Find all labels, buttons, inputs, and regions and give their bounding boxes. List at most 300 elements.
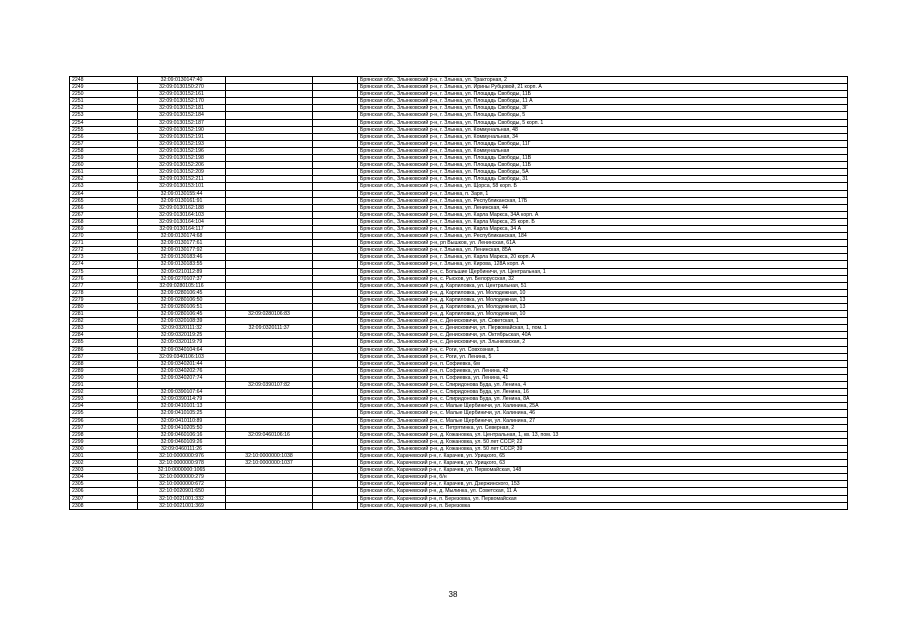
table-row xyxy=(70,254,848,261)
cadastral-number-cell: 32:09:0320108:39 xyxy=(138,318,226,325)
parent-cadastral-number-cell: 32:10:0000000:1037 xyxy=(226,460,313,467)
row-number-cell: 2252 xyxy=(70,105,138,112)
table-row xyxy=(70,431,848,438)
table-row xyxy=(70,382,848,389)
table-row xyxy=(70,233,848,240)
row-number-cell: 2251 xyxy=(70,98,138,105)
blank-cell-cell xyxy=(313,474,358,481)
address-cell: Брянская обл., Карачевский р-н, п. Березовка xyxy=(358,502,848,509)
address-cell: Брянская обл., Злынковский р-н, д. Кожановка, ул. Центральная, 1, кв. 13, пом. 13 xyxy=(358,431,848,438)
address-cell: Брянская обл., Злынковский р-н, с. Малые Щербиничи, ул. Калинина, 27 xyxy=(358,417,848,424)
table-row xyxy=(70,445,848,452)
parent-cadastral-number-cell xyxy=(226,318,313,325)
row-number-cell: 2266 xyxy=(70,204,138,211)
parent-cadastral-number-cell xyxy=(226,410,313,417)
address-cell: Брянская обл., Злынковский р-н, г. Злынка, ул. Площадь Свободы, 11Г xyxy=(358,140,848,147)
table-row xyxy=(70,169,848,176)
blank-cell-cell xyxy=(313,389,358,396)
row-number-cell: 2269 xyxy=(70,225,138,232)
parent-cadastral-number-cell xyxy=(226,218,313,225)
cadastral-number-cell: 32:09:0130152:193 xyxy=(138,140,226,147)
blank-cell-cell xyxy=(313,261,358,268)
parent-cadastral-number-cell xyxy=(226,332,313,339)
parent-cadastral-number-cell xyxy=(226,84,313,91)
table-row xyxy=(70,268,848,275)
address-cell: Брянская обл., Злынковский р-н, с. Роги, ул. Ленина, 5 xyxy=(358,353,848,360)
address-cell: Брянская обл., Злынковский р-н, г. Злынка, ул. Коммунальная, 34 xyxy=(358,133,848,140)
row-number-cell: 2270 xyxy=(70,233,138,240)
cadastral-number-cell: 32:09:0130152:196 xyxy=(138,147,226,154)
row-number-cell: 2307 xyxy=(70,495,138,502)
blank-cell-cell xyxy=(313,481,358,488)
blank-cell-cell xyxy=(313,353,358,360)
table-row xyxy=(70,197,848,204)
parent-cadastral-number-cell xyxy=(226,105,313,112)
address-cell: Брянская обл., Злынковский р-н, г. Злынка, ул. Коммунальная, 48 xyxy=(358,126,848,133)
blank-cell-cell xyxy=(313,460,358,467)
blank-cell-cell xyxy=(313,183,358,190)
blank-cell-cell xyxy=(313,339,358,346)
row-number-cell: 2249 xyxy=(70,84,138,91)
cadastral-number-cell: 32:09:0410101:13 xyxy=(138,403,226,410)
parent-cadastral-number-cell xyxy=(226,119,313,126)
parent-cadastral-number-cell xyxy=(226,204,313,211)
blank-cell-cell xyxy=(313,318,358,325)
blank-cell-cell xyxy=(313,169,358,176)
parent-cadastral-number-cell: 32:09:0460106:16 xyxy=(226,431,313,438)
blank-cell-cell xyxy=(313,133,358,140)
blank-cell-cell xyxy=(313,190,358,197)
parent-cadastral-number-cell xyxy=(226,275,313,282)
parent-cadastral-number-cell xyxy=(226,91,313,98)
cadastral-number-cell: 32:10:0000000:976 xyxy=(138,452,226,459)
table-row xyxy=(70,155,848,162)
address-cell: Брянская обл., Злынковский р-н, п. Софиевка, ул. Ленина, 42 xyxy=(358,367,848,374)
row-number-cell: 2300 xyxy=(70,445,138,452)
row-number-cell: 2286 xyxy=(70,346,138,353)
table-row xyxy=(70,367,848,374)
table-row xyxy=(70,417,848,424)
blank-cell-cell xyxy=(313,367,358,374)
cadastral-number-cell: 32:09:0130177:92 xyxy=(138,247,226,254)
table-row xyxy=(70,304,848,311)
row-number-cell: 2256 xyxy=(70,133,138,140)
row-number-cell: 2304 xyxy=(70,474,138,481)
blank-cell-cell xyxy=(313,282,358,289)
row-number-cell: 2281 xyxy=(70,311,138,318)
cadastral-number-cell: 32:09:0410205:50 xyxy=(138,424,226,431)
parent-cadastral-number-cell: 32:09:0390107:82 xyxy=(226,382,313,389)
address-cell: Брянская обл., Злынковский р-н, с. Большие Щербиничи, ул. Центральная, 1 xyxy=(358,268,848,275)
table-row xyxy=(70,225,848,232)
address-cell: Брянская обл., Злынковский р-н, г. Злынка, ул. Площадь Свободы, 11Б xyxy=(358,91,848,98)
cadastral-number-cell: 32:09:0280106:50 xyxy=(138,296,226,303)
table-row xyxy=(70,105,848,112)
cadastral-number-cell: 32:09:0340207:74 xyxy=(138,374,226,381)
address-cell: Брянская обл., Злынковский р-н, с. Денисковичи, ул. Советская, 1 xyxy=(358,318,848,325)
blank-cell-cell xyxy=(313,218,358,225)
address-cell: Брянская обл., Злынковский р-н, п. Софиевка, ул. Ленина, 41 xyxy=(358,374,848,381)
row-number-cell: 2274 xyxy=(70,261,138,268)
cadastral-number-cell: 32:09:0130152:211 xyxy=(138,176,226,183)
row-number-cell: 2259 xyxy=(70,155,138,162)
cadastral-number-cell: 32:09:0130152:206 xyxy=(138,162,226,169)
table-row xyxy=(70,474,848,481)
table-row xyxy=(70,311,848,318)
cadastral-number-cell: 32:09:0340106:103 xyxy=(138,353,226,360)
blank-cell-cell xyxy=(313,296,358,303)
address-cell: Брянская обл., Злынковский р-н, рп Вышков, ул. Ленинская, 61А xyxy=(358,240,848,247)
row-number-cell: 2253 xyxy=(70,112,138,119)
row-number-cell: 2282 xyxy=(70,318,138,325)
cadastral-number-cell: 32:10:0000000:978 xyxy=(138,460,226,467)
row-number-cell: 2254 xyxy=(70,119,138,126)
table-row xyxy=(70,77,848,84)
blank-cell-cell xyxy=(313,225,358,232)
table-row xyxy=(70,140,848,147)
cadastral-number-cell: 32:09:0280106:45 xyxy=(138,289,226,296)
address-cell: Брянская обл., Злынковский р-н, г. Злынка, ул. Карла Маркса, 25 корп. Б xyxy=(358,218,848,225)
blank-cell-cell xyxy=(313,119,358,126)
cadastral-number-cell: 32:09:0210112:89 xyxy=(138,268,226,275)
parent-cadastral-number-cell xyxy=(226,374,313,381)
cadastral-number-cell: 32:09:0130162:188 xyxy=(138,204,226,211)
row-number-cell: 2299 xyxy=(70,438,138,445)
row-number-cell: 2257 xyxy=(70,140,138,147)
parent-cadastral-number-cell xyxy=(226,417,313,424)
row-number-cell: 2291 xyxy=(70,382,138,389)
parent-cadastral-number-cell: 32:09:0320111:37 xyxy=(226,325,313,332)
table-row xyxy=(70,211,848,218)
cadastral-number-cell: 32:09:0130152:181 xyxy=(138,105,226,112)
blank-cell-cell xyxy=(313,495,358,502)
parent-cadastral-number-cell xyxy=(226,183,313,190)
row-number-cell: 2288 xyxy=(70,360,138,367)
blank-cell-cell xyxy=(313,233,358,240)
blank-cell-cell xyxy=(313,431,358,438)
address-cell: Брянская обл., Злынковский р-н, д. Карпиловка, ул. Центральная, 51 xyxy=(358,282,848,289)
blank-cell-cell xyxy=(313,289,358,296)
parent-cadastral-number-cell xyxy=(226,211,313,218)
cadastral-number-cell: 32:09:0130152:161 xyxy=(138,91,226,98)
address-cell: Брянская обл., Злынковский р-н, г. Злынка, ул. Щорса, 58 корп. Б xyxy=(358,183,848,190)
parent-cadastral-number-cell xyxy=(226,481,313,488)
table-row xyxy=(70,162,848,169)
blank-cell-cell xyxy=(313,424,358,431)
data-table xyxy=(69,76,848,510)
address-cell: Брянская обл., Злынковский р-н, г. Злынка, ул. Площадь Свободы, 31 xyxy=(358,176,848,183)
cadastral-number-cell: 32:09:0130152:190 xyxy=(138,126,226,133)
blank-cell-cell xyxy=(313,91,358,98)
cadastral-number-cell: 32:10:0000000:279 xyxy=(138,474,226,481)
cadastral-number-cell: 32:09:0130155:44 xyxy=(138,190,226,197)
blank-cell-cell xyxy=(313,126,358,133)
address-cell: Брянская обл., Злынковский р-н, д. Карпиловка, ул. Молодежная, 13 xyxy=(358,304,848,311)
address-cell: Брянская обл., Злынковский р-н, г. Злынка, ул. Площадь Свободы, 5А xyxy=(358,169,848,176)
row-number-cell: 2273 xyxy=(70,254,138,261)
parent-cadastral-number-cell xyxy=(226,445,313,452)
row-number-cell: 2248 xyxy=(70,77,138,84)
row-number-cell: 2302 xyxy=(70,460,138,467)
cadastral-number-cell: 32:09:0340201:44 xyxy=(138,360,226,367)
table-row xyxy=(70,190,848,197)
row-number-cell: 2276 xyxy=(70,275,138,282)
parent-cadastral-number-cell xyxy=(226,240,313,247)
blank-cell-cell xyxy=(313,346,358,353)
parent-cadastral-number-cell xyxy=(226,254,313,261)
blank-cell-cell xyxy=(313,325,358,332)
blank-cell-cell xyxy=(313,176,358,183)
blank-cell-cell xyxy=(313,112,358,119)
cadastral-number-cell: 32:09:0130150:270 xyxy=(138,84,226,91)
row-number-cell: 2271 xyxy=(70,240,138,247)
table-row xyxy=(70,502,848,509)
row-number-cell: 2283 xyxy=(70,325,138,332)
table-row xyxy=(70,346,848,353)
parent-cadastral-number-cell xyxy=(226,389,313,396)
cadastral-number-cell: 32:10:0000000:1065 xyxy=(138,467,226,474)
parent-cadastral-number-cell xyxy=(226,247,313,254)
address-cell: Брянская обл., Карачевский р-н, г. Карачев, ул. Урицкого, 63 xyxy=(358,460,848,467)
cadastral-number-cell: 32:09:0410110:89 xyxy=(138,417,226,424)
address-cell: Брянская обл., Злынковский р-н, г. Злынка, ул. Карла Маркса, 20 корп. А xyxy=(358,254,848,261)
cadastral-number-cell: 32:09:0280106:51 xyxy=(138,304,226,311)
parent-cadastral-number-cell xyxy=(226,304,313,311)
row-number-cell: 2293 xyxy=(70,396,138,403)
row-number-cell: 2306 xyxy=(70,488,138,495)
row-number-cell: 2298 xyxy=(70,431,138,438)
address-cell: Брянская обл., Злынковский р-н, д. Кожановка, ул. 50 лет СССР, 22 xyxy=(358,438,848,445)
table-row xyxy=(70,318,848,325)
table-row xyxy=(70,289,848,296)
row-number-cell: 2258 xyxy=(70,147,138,154)
cadastral-number-cell: 32:09:0390107:64 xyxy=(138,389,226,396)
row-number-cell: 2264 xyxy=(70,190,138,197)
parent-cadastral-number-cell xyxy=(226,169,313,176)
blank-cell-cell xyxy=(313,84,358,91)
row-number-cell: 2296 xyxy=(70,417,138,424)
address-cell: Брянская обл., Злынковский р-н, п. Софиевка, 6м xyxy=(358,360,848,367)
address-cell: Брянская обл., Злынковский р-н, г. Злынка, ул. Республиканская, 184 xyxy=(358,233,848,240)
cadastral-number-cell: 32:09:0130183:55 xyxy=(138,261,226,268)
parent-cadastral-number-cell xyxy=(226,495,313,502)
parent-cadastral-number-cell xyxy=(226,190,313,197)
row-number-cell: 2268 xyxy=(70,218,138,225)
parent-cadastral-number-cell xyxy=(226,353,313,360)
parent-cadastral-number-cell xyxy=(226,197,313,204)
address-cell: Брянская обл., Карачевский р-н, д. Мылинка, ул. Советская, 11 А xyxy=(358,488,848,495)
cadastral-number-cell: 32:09:0320119:79 xyxy=(138,339,226,346)
blank-cell-cell xyxy=(313,374,358,381)
parent-cadastral-number-cell xyxy=(226,467,313,474)
cadastral-number-cell: 32:09:0280106:45 xyxy=(138,311,226,318)
address-cell: Брянская обл., Злынковский р-н, с. Рысков, ул. Белорусская, 32 xyxy=(358,275,848,282)
parent-cadastral-number-cell xyxy=(226,488,313,495)
table-row xyxy=(70,183,848,190)
cadastral-number-cell: 32:09:0340202:76 xyxy=(138,367,226,374)
table-row xyxy=(70,460,848,467)
cadastral-number-cell: 32:09:0410105:25 xyxy=(138,410,226,417)
blank-cell-cell xyxy=(313,140,358,147)
address-cell: Брянская обл., Злынковский р-н, г. Злынка, ул. Площадь Свободы, 5 xyxy=(358,112,848,119)
cadastral-number-cell: 32:09:0460111:26 xyxy=(138,445,226,452)
table-row xyxy=(70,98,848,105)
table-row xyxy=(70,374,848,381)
parent-cadastral-number-cell: 32:09:0280106:83 xyxy=(226,311,313,318)
cadastral-number-cell: 32:10:0020901:650 xyxy=(138,488,226,495)
parent-cadastral-number-cell xyxy=(226,233,313,240)
row-number-cell: 2263 xyxy=(70,183,138,190)
table-row xyxy=(70,112,848,119)
blank-cell-cell xyxy=(313,382,358,389)
table-row xyxy=(70,176,848,183)
row-number-cell: 2289 xyxy=(70,367,138,374)
table-row xyxy=(70,452,848,459)
cadastral-number-cell: 32:09:0130183:46 xyxy=(138,254,226,261)
table-row xyxy=(70,360,848,367)
cadastral-number-cell: 32:09:0390114:79 xyxy=(138,396,226,403)
cadastral-number-cell: 32:09:0130152:187 xyxy=(138,119,226,126)
row-number-cell: 2277 xyxy=(70,282,138,289)
parent-cadastral-number-cell xyxy=(226,289,313,296)
blank-cell-cell xyxy=(313,410,358,417)
address-cell: Брянская обл., Злынковский р-н, с. Спиридонова Буда, ул. Ленина, 16 xyxy=(358,389,848,396)
row-number-cell: 2255 xyxy=(70,126,138,133)
cadastral-number-cell: 32:09:0130152:198 xyxy=(138,155,226,162)
address-cell: Брянская обл., Злынковский р-н, д. Карпиловка, ул. Молодежная, 10 xyxy=(358,289,848,296)
address-cell: Брянская обл., Злынковский р-н, д. Карпиловка, ул. Молодежная, 13 xyxy=(358,296,848,303)
blank-cell-cell xyxy=(313,268,358,275)
parent-cadastral-number-cell xyxy=(226,77,313,84)
address-cell: Брянская обл., Злынковский р-н, с. Денисковичи, ул. Октябрьская, 40А xyxy=(358,332,848,339)
table-row xyxy=(70,282,848,289)
row-number-cell: 2265 xyxy=(70,197,138,204)
address-cell: Брянская обл., Злынковский р-н, г. Злынка, ул. Карла Маркса, 34А корп. А xyxy=(358,211,848,218)
row-number-cell: 2308 xyxy=(70,502,138,509)
address-cell: Брянская обл., Злынковский р-н, с. Петрятинка, ул. Северная, 2 xyxy=(358,424,848,431)
blank-cell-cell xyxy=(313,98,358,105)
row-number-cell: 2303 xyxy=(70,467,138,474)
address-cell: Брянская обл., Злынковский р-н, с. Малые Щербиничи, ул. Калинина, 25А xyxy=(358,403,848,410)
blank-cell-cell xyxy=(313,204,358,211)
table-row xyxy=(70,275,848,282)
parent-cadastral-number-cell xyxy=(226,155,313,162)
cadastral-number-cell: 32:09:0460106:16 xyxy=(138,431,226,438)
table-row xyxy=(70,410,848,417)
blank-cell-cell xyxy=(313,275,358,282)
blank-cell-cell xyxy=(313,147,358,154)
cadastral-number-cell: 32:09:0130161:91 xyxy=(138,197,226,204)
parent-cadastral-number-cell xyxy=(226,438,313,445)
parent-cadastral-number-cell xyxy=(226,502,313,509)
blank-cell-cell xyxy=(313,452,358,459)
cadastral-number-cell: 32:09:0130177:61 xyxy=(138,240,226,247)
blank-cell-cell xyxy=(313,304,358,311)
blank-cell-cell xyxy=(313,417,358,424)
cadastral-number-cell: 32:10:0021001:332 xyxy=(138,495,226,502)
table-row xyxy=(70,261,848,268)
address-cell: Брянская обл., Карачевский р-н, п. Березовка, ул. Первомайская xyxy=(358,495,848,502)
cadastral-number-cell: 32:09:0320119:25 xyxy=(138,332,226,339)
table-row xyxy=(70,218,848,225)
cadastral-number-cell: 32:09:0340104:64 xyxy=(138,346,226,353)
blank-cell-cell xyxy=(313,445,358,452)
blank-cell-cell xyxy=(313,211,358,218)
cadastral-number-cell: 32:09:0280105:116 xyxy=(138,282,226,289)
row-number-cell: 2290 xyxy=(70,374,138,381)
cadastral-number-cell: 32:09:0130152:170 xyxy=(138,98,226,105)
parent-cadastral-number-cell xyxy=(226,112,313,119)
table-row xyxy=(70,119,848,126)
table-row xyxy=(70,84,848,91)
cadastral-number-cell xyxy=(138,382,226,389)
parent-cadastral-number-cell xyxy=(226,176,313,183)
table-row xyxy=(70,204,848,211)
blank-cell-cell xyxy=(313,332,358,339)
parent-cadastral-number-cell xyxy=(226,225,313,232)
blank-cell-cell xyxy=(313,360,358,367)
address-cell: Брянская обл., Злынковский р-н, г. Злынка, ул. Ирины Рубцовой, 21 корп. А xyxy=(358,84,848,91)
cadastral-number-cell: 32:09:0130164:103 xyxy=(138,211,226,218)
blank-cell-cell xyxy=(313,403,358,410)
row-number-cell: 2305 xyxy=(70,481,138,488)
parent-cadastral-number-cell xyxy=(226,296,313,303)
row-number-cell: 2261 xyxy=(70,169,138,176)
parent-cadastral-number-cell xyxy=(226,282,313,289)
blank-cell-cell xyxy=(313,240,358,247)
row-number-cell: 2297 xyxy=(70,424,138,431)
blank-cell-cell xyxy=(313,77,358,84)
row-number-cell: 2279 xyxy=(70,296,138,303)
address-cell: Брянская обл., Злынковский р-н, г. Злынка, ул. Кирова, 128А корп. А xyxy=(358,261,848,268)
row-number-cell: 2292 xyxy=(70,389,138,396)
blank-cell-cell xyxy=(313,105,358,112)
table-row xyxy=(70,339,848,346)
address-cell: Брянская обл., Злынковский р-н, г. Злынка, ул. Ленинская, 85А xyxy=(358,247,848,254)
table-row xyxy=(70,91,848,98)
blank-cell-cell xyxy=(313,247,358,254)
blank-cell-cell xyxy=(313,162,358,169)
address-cell: Брянская обл., Злынковский р-н, г. Злынка, ул. Площадь Свободы, 11Б xyxy=(358,162,848,169)
cadastral-number-cell: 32:09:0130152:209 xyxy=(138,169,226,176)
table-row xyxy=(70,396,848,403)
row-number-cell: 2272 xyxy=(70,247,138,254)
row-number-cell: 2294 xyxy=(70,403,138,410)
blank-cell-cell xyxy=(313,155,358,162)
parent-cadastral-number-cell xyxy=(226,360,313,367)
cadastral-number-cell: 32:09:0130147:40 xyxy=(138,77,226,84)
blank-cell-cell xyxy=(313,311,358,318)
parent-cadastral-number-cell xyxy=(226,367,313,374)
blank-cell-cell xyxy=(313,438,358,445)
parent-cadastral-number-cell xyxy=(226,396,313,403)
blank-cell-cell xyxy=(313,488,358,495)
address-cell: Брянская обл., Карачевский р-н, б/н xyxy=(358,474,848,481)
parent-cadastral-number-cell xyxy=(226,140,313,147)
parent-cadastral-number-cell xyxy=(226,339,313,346)
cadastral-number-cell: 32:09:0270107:37 xyxy=(138,275,226,282)
address-cell: Брянская обл., Злынковский р-н, г. Злынка, ул. Республиканская, 17Б xyxy=(358,197,848,204)
cadastral-number-cell: 32:09:0130164:117 xyxy=(138,225,226,232)
address-cell: Брянская обл., Карачевский р-н, г. Карачев, ул. Первомайская, 148 xyxy=(358,467,848,474)
address-cell: Брянская обл., Злынковский р-н, г. Злынка, ул. Ленинская, 44 xyxy=(358,204,848,211)
table-row xyxy=(70,147,848,154)
address-cell: Брянская обл., Злынковский р-н, г. Злынка, ул. Площадь Свободы, 11 А xyxy=(358,98,848,105)
row-number-cell: 2250 xyxy=(70,91,138,98)
address-cell: Брянская обл., Злынковский р-н, с. Денисковичи, ул. Первомайская, 1, пом. 1 xyxy=(358,325,848,332)
table-row xyxy=(70,296,848,303)
address-cell: Брянская обл., Злынковский р-н, г. Злынка, ул. Тракторная, 2 xyxy=(358,77,848,84)
